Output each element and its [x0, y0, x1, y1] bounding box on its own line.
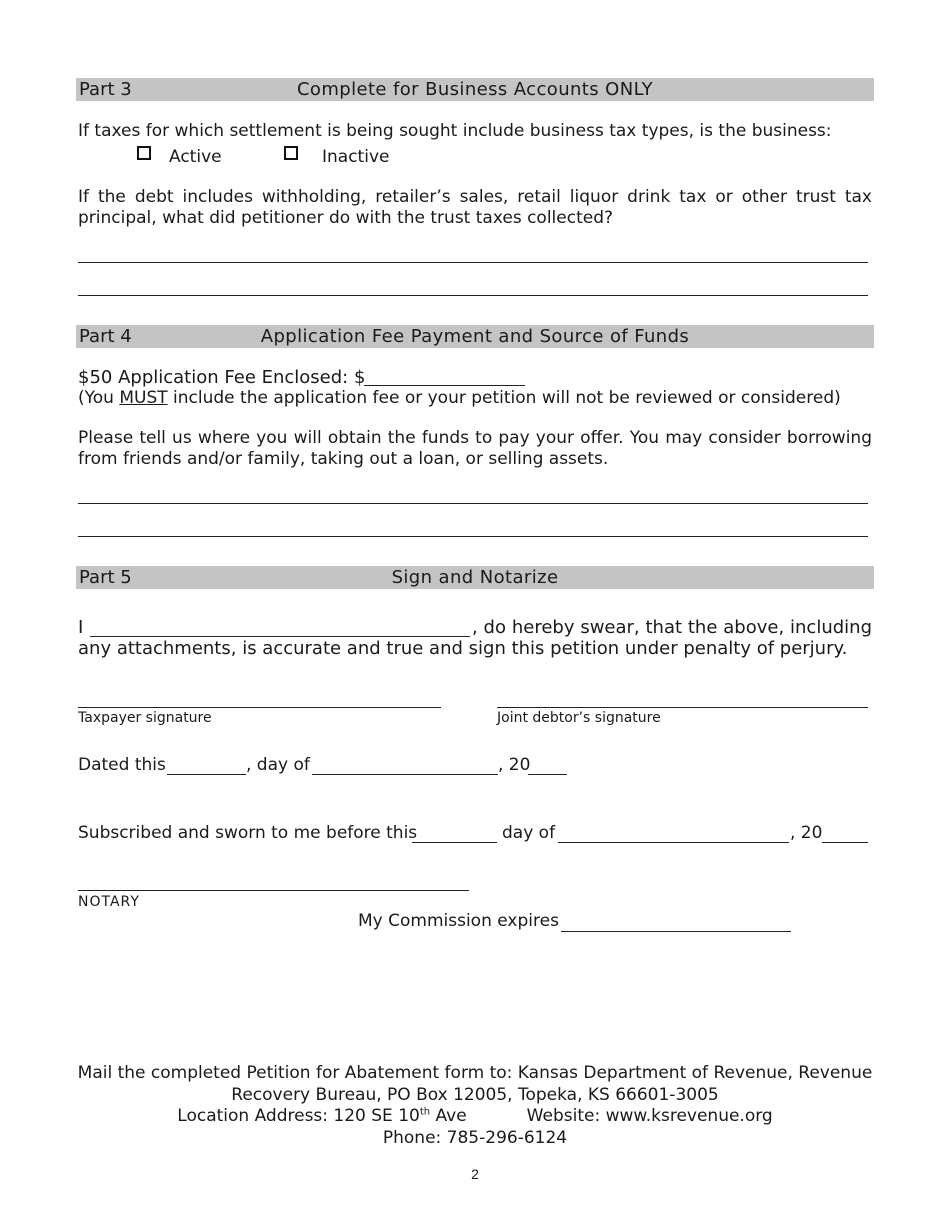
funds-source-question: Please tell us where you will obtain the funds to pay your offer. You may consider borrowing from friends and/or family, taking out a loan, or selling assets. [78, 428, 872, 469]
joint-signature-field[interactable] [497, 707, 868, 708]
fee-label: $50 Application Fee Enclosed: $ [78, 367, 366, 388]
footer-location-line [0, 1106, 950, 1128]
funds-answer-line-2[interactable] [78, 536, 868, 537]
oath-text-line1: , do hereby swear, that the above, including [472, 617, 872, 638]
dated-day-field[interactable] [167, 774, 246, 775]
location-sup: th [419, 1106, 431, 1118]
part3-header-bar [76, 78, 874, 101]
commission-expires-label: My Commission expires [358, 911, 559, 931]
part5-label: Part 5 [79, 567, 132, 588]
active-checkbox[interactable] [137, 146, 151, 160]
business-status-question: If taxes for which settlement is being sought include business tax types, is the business: [78, 121, 832, 141]
part3-label: Part 3 [79, 79, 132, 100]
must-word: MUST [119, 388, 168, 408]
page-number: 2 [471, 1166, 479, 1182]
footer-mail-line-2: Recovery Bureau, PO Box 12005, Topeka, KS 66601-3005 [231, 1085, 719, 1105]
inactive-checkbox[interactable] [284, 146, 298, 160]
part4-label: Part 4 [79, 326, 132, 347]
website-text: Website: www.ksrevenue.org [526, 1106, 773, 1126]
active-label: Active [169, 147, 222, 167]
notary-label: NOTARY [78, 894, 140, 910]
dated-this-label: Dated this [78, 755, 166, 775]
commission-expires-field[interactable] [561, 931, 791, 932]
dated-month-field[interactable] [312, 774, 498, 775]
part4-title: Application Fee Payment and Source of Funds [260, 326, 690, 347]
oath-text-line2: any attachments, is accurate and true and sign this petition under penalty of perjury. [78, 638, 848, 659]
oath-start: I [78, 617, 84, 638]
must-prefix: (You [78, 388, 120, 408]
dated-year-field[interactable] [528, 774, 567, 775]
part4-header-bar [76, 325, 874, 348]
joint-signature-label: Joint debtor’s signature [497, 710, 661, 726]
location-suffix: Ave [430, 1106, 467, 1126]
part5-header-bar [76, 566, 874, 589]
part5-title: Sign and Notarize [391, 567, 559, 588]
footer-phone: Phone: 785-296-6124 [382, 1128, 568, 1148]
location-address [177, 1106, 466, 1126]
must-suffix: include the application fee or your petition will not be reviewed or considered) [167, 388, 841, 408]
part3-title: Complete for Business Accounts ONLY [296, 79, 654, 100]
dated-year-prefix: , 20 [498, 755, 531, 775]
trust-taxes-answer-line-2[interactable] [78, 295, 868, 296]
dated-day-of-label: , day of [246, 755, 310, 775]
inactive-label: Inactive [322, 147, 390, 167]
trust-taxes-question: If the debt includes withholding, retailer’s sales, retail liquor drink tax or other trust tax principal, what did petitioner do with the trust taxes collected? [78, 187, 872, 228]
funds-answer-line-1[interactable] [78, 503, 868, 504]
taxpayer-signature-field[interactable] [78, 707, 441, 708]
subscribed-day-field[interactable] [412, 842, 497, 843]
subscribed-day-of-label: day of [502, 823, 556, 843]
taxpayer-name-field[interactable] [90, 636, 470, 637]
subscribed-year-prefix: , 20 [790, 823, 823, 843]
fee-amount-field[interactable] [364, 385, 525, 386]
taxpayer-signature-label: Taxpayer signature [78, 710, 212, 726]
must-include-note [78, 388, 841, 409]
footer-mail-line-1: Mail the completed Petition for Abatement form to: Kansas Department of Revenue, Revenue [77, 1063, 873, 1083]
location-prefix: Location Address: 120 SE 10 [177, 1106, 420, 1126]
trust-taxes-answer-line-1[interactable] [78, 262, 868, 263]
subscribed-month-field[interactable] [558, 842, 789, 843]
notary-signature-field[interactable] [78, 890, 469, 891]
subscribed-label: Subscribed and sworn to me before this [78, 823, 418, 843]
subscribed-year-field[interactable] [822, 842, 868, 843]
